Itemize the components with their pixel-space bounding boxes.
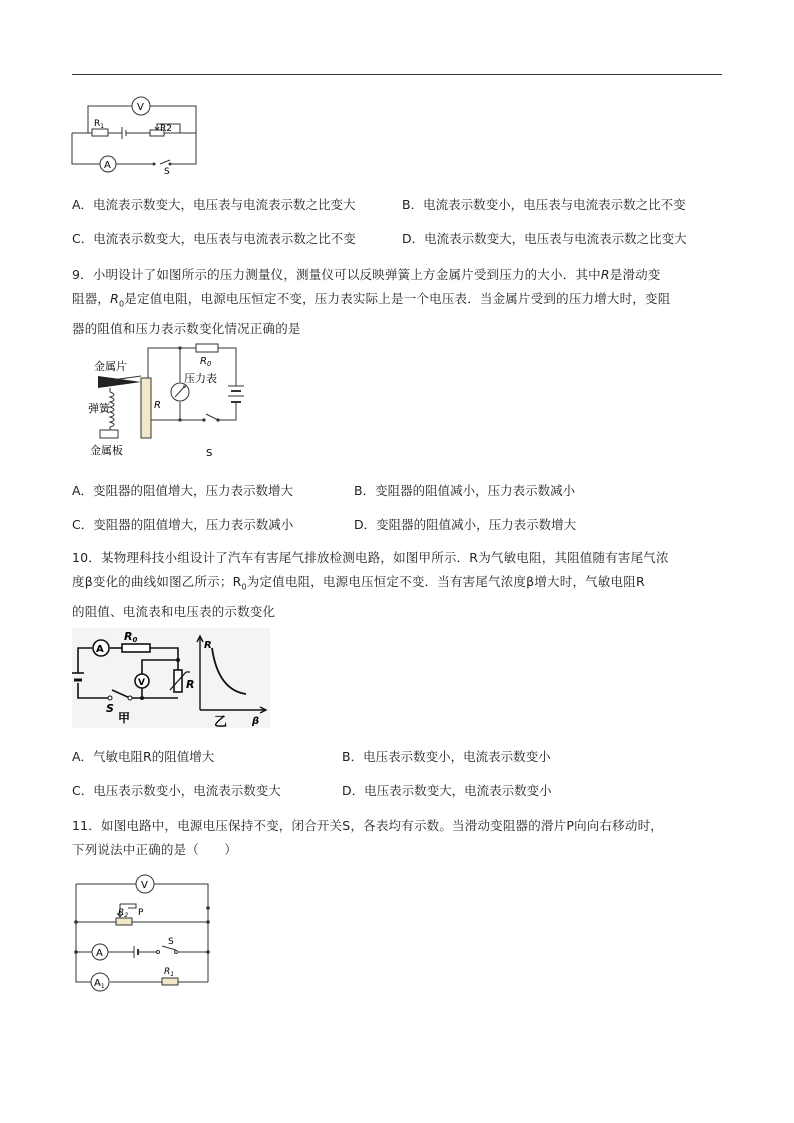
q10-option-d[interactable]: D．电压表示数变大，电流表示数变小 [342,783,552,798]
q10-option-a[interactable]: A．气敏电阻R的阻值增大 [72,749,215,764]
q8-option-a[interactable]: A．电流表示数变大，电压表与电流表示数之比变大 [72,197,356,212]
figure-jia-label: 甲 [118,711,131,725]
q9-option-a[interactable]: A．变阻器的阻值增大，压力表示数增大 [72,483,294,498]
figure-yi-label: 乙 [214,715,228,728]
q9-option-b[interactable]: B．变阻器的阻值减小，压力表示数减小 [354,483,576,498]
rheostat-r-label: R [154,400,161,411]
q9-pressure-gauge-figure [88,340,248,462]
ammeter-a-label: A [96,644,104,655]
q10-option-b[interactable]: B．电压表示数变小，电流表示数变小 [342,749,551,764]
axis-beta-label: β [252,716,260,727]
metal-sheet-label: 金属片 [94,360,127,373]
q9-option-d[interactable]: D．变阻器的阻值减小，压力表示数增大 [354,517,577,532]
voltmeter-label: V [141,880,148,891]
spring-label: 弹簧 [88,402,110,415]
switch-s-label: S [168,937,174,947]
metal-plate-label: 金属板 [90,444,123,457]
r0-label: $R_0$ [200,356,212,368]
switch-s-label: S [206,448,213,459]
q10-option-c[interactable]: C．电压表示数变小，电流表示数变大 [72,783,281,798]
q10-gas-sensor-figure [72,628,270,728]
pressure-meter-label: 压力表 [184,372,217,385]
q9-option-c[interactable]: C．变阻器的阻值增大，压力表示数减小 [72,517,294,532]
r1-label: $R_1$ [94,119,105,130]
header-rule [72,74,722,75]
r2-label: $R_2$ [118,908,129,919]
r0-label: R0 [124,630,138,644]
sensor-r-label: R [186,678,195,691]
q8-option-b[interactable]: B．电流表示数变小，电压表与电流表示数之比不变 [402,197,686,212]
q11-circuit-figure [70,870,214,996]
q8-option-d[interactable]: D．电流表示数变大，电压表与电流表示数之比变大 [402,231,687,246]
r2-label: R2 [160,124,172,134]
q9-stem: 9．小明设计了如图所示的压力测量仪，测量仪可以反映弹簧上方金属片受到压力的大小．其中R是滑动变 阻器，$R_0$是定值电阻，电源电压恒定不变，压力表实际上是一个电压表．当金属片受到的压力增大时，变阻 器的阻值和压力表示数变化情况正确的是 [72,267,671,336]
voltmeter-label: V [137,102,144,113]
ammeter-a-label: A [96,948,103,959]
q10-stem: 10．某物理科技小组设计了汽车有害尾气排放检测电路，如图甲所示．R为气敏电阻，其阻值随有害尾气浓 度β变化的曲线如图乙所示；$R_0$为定值电阻，电源电压恒定不变．当有害尾气浓度β增大时，气敏电阻R 的阻值、电流表和电压表的示数变化 [72,550,669,619]
ammeter-a1-label: $A_1$ [94,978,105,990]
voltmeter-v-label: V [138,678,145,688]
switch-s-label: S [106,702,114,715]
q8-option-c[interactable]: C．电流表示数变大，电压表与电流表示数之比不变 [72,231,356,246]
q8-circuit-figure [70,96,200,174]
q11-stem: 11．如图电路中，电源电压保持不变，闭合开关S，各表均有示数。当滑动变阻器的滑片P向向右移动时， 下列说法中正确的是（ ） [72,818,663,857]
axis-r-label: R [204,640,212,651]
r1-label: $R_1$ [164,967,175,978]
ammeter-label: A [104,160,111,171]
slider-p-label: P [138,908,144,918]
switch-label: S [164,167,170,174]
